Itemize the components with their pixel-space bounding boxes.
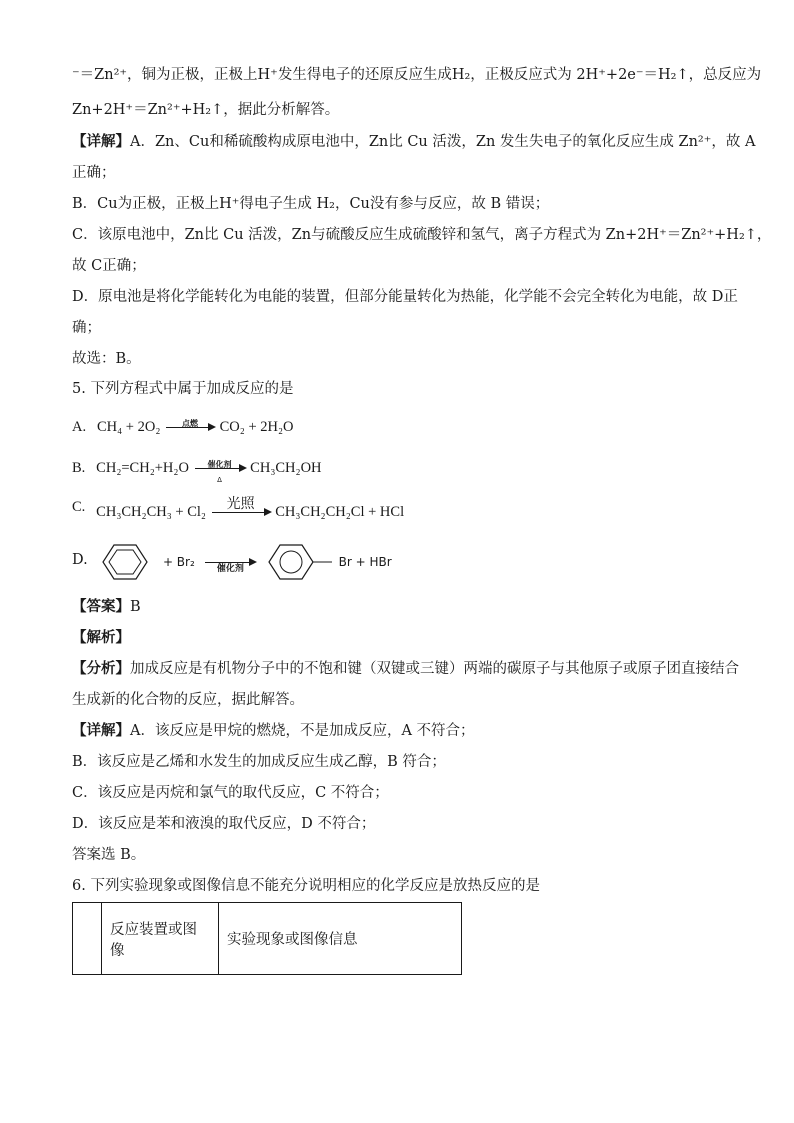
text-line: ⁻＝Zn²⁺，铜为正极，正极上H⁺发生得电子的还原反应生成H₂，正极反应式为 2H⁺+2e⁻＝H₂↑，总反应为: [72, 67, 762, 83]
reaction-condition: 催化剂: [207, 460, 232, 470]
answer-value: B: [130, 599, 141, 615]
text-line: 故选：B。: [72, 351, 141, 367]
detail-tag: 【详解】: [72, 722, 130, 739]
text-line: 加成反应是有机物分子中的不饱和键（双键或三键）两端的碳原子与其他原子或原子团直接结合: [130, 661, 739, 677]
option-label: D.: [72, 552, 88, 568]
fenxi-tag: 【分析】: [72, 660, 130, 677]
text-line: B．Cu为正极，正极上H⁺得电子生成 H₂，Cu没有参与反应，故 B 错误；: [72, 196, 550, 212]
reaction-condition: 点燃: [182, 419, 199, 429]
question-5-stem: 5. 下列方程式中属于加成反应的是: [72, 381, 294, 397]
detail-tag: 【详解】: [72, 133, 130, 150]
text-line: 正确；: [72, 165, 116, 181]
text-line: C．该反应是丙烷和氯气的取代反应，C 不符合；: [72, 785, 389, 801]
option-label: A.: [72, 419, 87, 435]
question-6-table: [72, 902, 462, 975]
equation-right: Br + HBr: [338, 555, 392, 569]
detail-line: [72, 721, 475, 741]
equation-left: CH₂=CH₂+H₂O: [96, 460, 189, 476]
analysis-tag: 【解析】: [72, 629, 130, 646]
text-line: C．该原电池中，Zn比 Cu 活泼，Zn与硫酸反应生成硫酸锌和氢气，离子方程式为 Zn+2H⁺＝Zn²⁺+H₂↑，: [72, 227, 772, 243]
text-line: Zn+2H⁺＝Zn²⁺+H₂↑，据此分析解答。: [72, 102, 340, 118]
text-line: 故 C正确；: [72, 258, 146, 274]
reaction-arrow: [212, 496, 270, 513]
text-line: A．Zn、Cu和稀硫酸构成原电池中，Zn比 Cu 活泼，Zn 发生失电子的氧化反应生成 Zn²⁺，故 A: [130, 134, 756, 150]
text-line: 答案选 B。: [72, 847, 146, 863]
fenxi-line: [72, 659, 739, 679]
text-line: B．该反应是乙烯和水发生的加成反应生成乙醇，B 符合；: [72, 754, 446, 770]
text-line: D．原电池是将化学能转化为电能的装置，但部分能量转化为热能，化学能不会完全转化为电能，故 D正: [72, 289, 738, 305]
text-line: 确；: [72, 320, 101, 336]
text-line: A．该反应是甲烷的燃烧，不是加成反应，A 不符合；: [130, 723, 475, 739]
question-6-stem: 6. 下列实验现象或图像信息不能充分说明相应的化学反应是放热反应的是: [72, 878, 540, 894]
reaction-condition: 催化剂: [216, 563, 244, 574]
answer-tag: 【答案】: [72, 598, 130, 615]
equation-left: CH₃CH₂CH₃ + Cl₂: [96, 504, 206, 520]
option-label: C.: [72, 499, 86, 515]
equation-right: CH₃CH₂CH₂Cl + HCl: [275, 504, 405, 520]
table-cell: [73, 903, 102, 975]
option-b: [72, 458, 322, 485]
table-row: [73, 903, 462, 975]
bromobenzene-icon: [266, 542, 334, 582]
reaction-arrow: [205, 562, 255, 574]
option-c: [72, 496, 405, 522]
reaction-condition: 光照: [226, 496, 255, 513]
reaction-condition-below: Δ: [217, 476, 222, 485]
table-header-cell: 反应装置或图像: [102, 903, 219, 975]
answer-line: [72, 597, 141, 617]
option-label: B.: [72, 460, 86, 476]
option-d: [72, 542, 392, 582]
equation-right: CH₃CH₂OH: [250, 460, 322, 476]
equation-plus-br2: + Br₂: [162, 555, 195, 569]
equation-left: CH₄ + 2O₂: [96, 419, 161, 435]
equation-right: CO₂ + 2H₂O: [219, 419, 294, 435]
option-a: [72, 417, 294, 437]
table-header-cell: 实验现象或图像信息: [219, 903, 462, 975]
detail-a-line: [72, 132, 755, 152]
text-line: D．该反应是苯和液溴的取代反应，D 不符合；: [72, 816, 376, 832]
reaction-arrow: [195, 460, 245, 485]
reaction-arrow: [166, 419, 214, 429]
text-line: 生成新的化合物的反应，据此解答。: [72, 692, 304, 708]
benzene-ring-icon: [100, 542, 150, 582]
